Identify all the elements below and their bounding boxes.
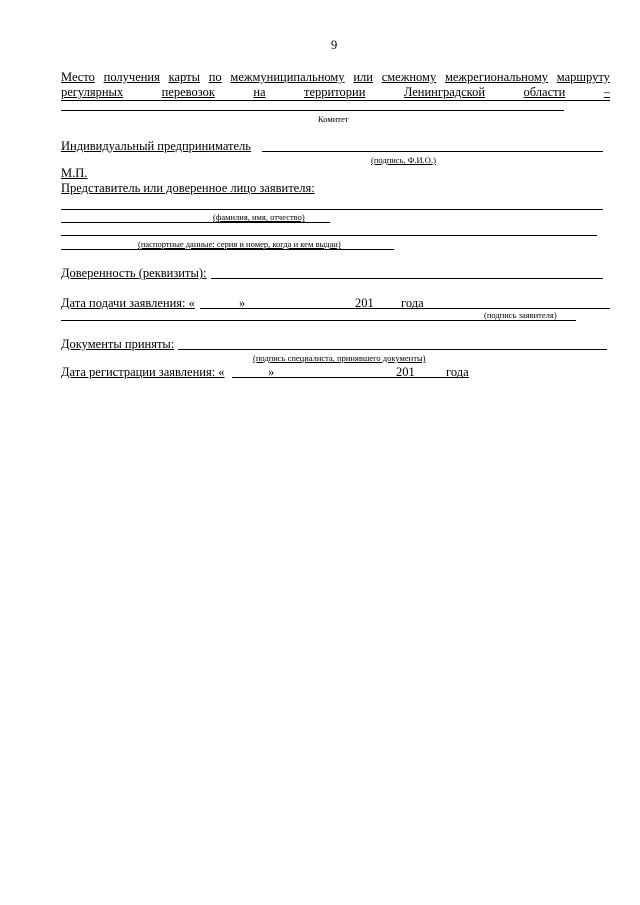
place-line-2 — [61, 85, 610, 99]
place-word: области — [523, 85, 566, 99]
place-word: – — [603, 85, 610, 99]
place-word: межмуниципальному — [230, 70, 345, 84]
documents-label: Документы приняты: — [61, 337, 175, 351]
place-caption: Комитет — [318, 114, 349, 124]
registration-quote-close: » — [268, 365, 275, 379]
page-number: 9 — [331, 38, 338, 52]
registration-year-prefix: 201 — [396, 365, 415, 379]
place-word: или — [353, 70, 373, 84]
documents-caption: (подпись специалиста, принявшего документы) — [253, 353, 426, 363]
registration-year-suffix: года — [446, 365, 469, 379]
place-word: перевозок — [161, 85, 215, 99]
entrepreneur-caption: (подпись, Ф.И.О.) — [371, 155, 436, 165]
representative-passport-caption-rule — [61, 249, 394, 250]
place-word: смежному — [381, 70, 437, 84]
registration-date-label: Дата регистрации заявления: « — [61, 365, 225, 379]
power-of-attorney-line — [211, 278, 603, 279]
submission-caption: (подпись заявителя) — [484, 310, 557, 320]
entrepreneur-label: Индивидуальный предприниматель — [61, 139, 251, 153]
place-line-1 — [61, 70, 610, 84]
submission-year-suffix: года — [401, 296, 424, 310]
stamp-label: М.П. — [61, 166, 88, 180]
place-word: территории — [304, 85, 366, 99]
place-word: Место — [61, 70, 95, 84]
representative-name-line — [61, 209, 603, 210]
place-underline-2 — [61, 100, 610, 101]
place-word: получения — [103, 70, 160, 84]
representative-passport-caption: (паспортные данные: серия и номер, когда и кем выдан) — [138, 239, 341, 249]
submission-quote-close: » — [239, 296, 246, 310]
representative-name-caption-rule — [61, 222, 330, 223]
representative-label: Представитель или доверенное лицо заявителя: — [61, 181, 315, 195]
place-word: на — [253, 85, 266, 99]
place-word: межрегиональному — [444, 70, 549, 84]
place-word: по — [208, 70, 222, 84]
place-word: регулярных — [61, 85, 124, 99]
place-word: Ленинградской — [403, 85, 486, 99]
entrepreneur-signature-line — [262, 151, 603, 152]
representative-passport-line — [61, 235, 597, 236]
submission-year-prefix: 201 — [355, 296, 374, 310]
representative-name-caption: (фамилия, имя, отчество) — [213, 212, 305, 222]
power-of-attorney-label: Доверенность (реквизиты): — [61, 266, 207, 280]
submission-date-label: Дата подачи заявления: « — [61, 296, 195, 310]
place-word: карты — [168, 70, 200, 84]
place-fill-line — [61, 110, 564, 111]
documents-line — [178, 349, 607, 350]
submission-signature-line — [61, 320, 576, 321]
place-word: маршруту — [556, 70, 610, 84]
